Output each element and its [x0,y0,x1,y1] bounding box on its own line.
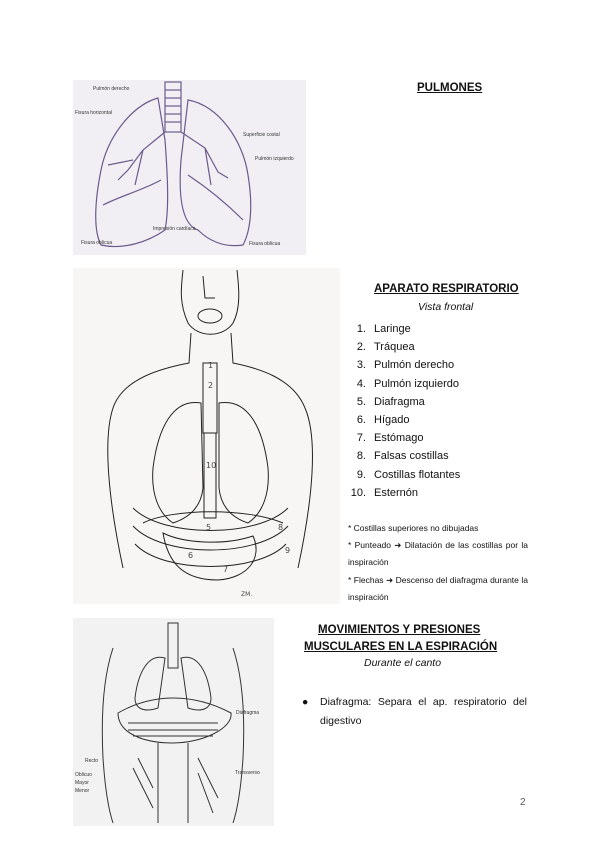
list-item: 5. Diafragma [356,395,425,408]
label-transverse: Transverso [235,770,260,776]
note-dotted-ribs: * Punteado ➜ Dilatación de las costillas por la inspiración [348,540,528,567]
expiration-muscles-figure [73,618,274,826]
fig-num-9: 9 [285,546,291,555]
respiratory-system-figure [73,268,340,604]
label-major: Mayor [75,780,89,786]
fig-num-10: 10 [206,461,217,470]
section-subtitle-durante-canto: Durante el canto [364,657,442,669]
fig-num-5: 5 [206,523,212,532]
label-costal-surface: Superficie costal [243,132,280,138]
label-left-lung: Pulmón izquierdo [255,156,294,162]
label-rectus: Recto [85,758,99,764]
label-horizontal-fissure: Fisura horizontal [75,110,112,116]
label-oblique-fissure-right: Fisura oblicua [249,241,281,247]
label-cardiac-impression: Impresión cardíaca [153,226,196,232]
section-subtitle-vista-frontal: Vista frontal [418,301,474,313]
list-item: 8. Falsas costillas [356,450,449,463]
bullet-text: Diafragma: Separa el ap. respiratorio del digestivo [320,696,527,727]
bullet-diaphragm [302,693,527,731]
lungs-figure [73,80,306,255]
list-item: 2. Tráquea [356,341,415,354]
fig-signature: ZM. [241,591,253,598]
list-item: 4. Pulmón izquierdo [356,377,459,390]
list-item: 7. Estómago [356,432,424,445]
list-item: 3. Pulmón derecho [356,359,455,372]
section-title-aparato-respiratorio: APARATO RESPIRATORIO [374,283,519,295]
list-item: 10. Esternón [350,486,419,499]
bullet-dot: ● [302,696,309,708]
fig-num-1: 1 [208,361,214,370]
label-oblique-fissure-left: Fisura oblicua [81,240,113,246]
list-item: 1. Laringe [356,323,411,335]
list-item: 9. Costillas flotantes [356,468,461,481]
respiratory-parts-list [348,320,460,502]
label-minor: Menor [75,788,90,794]
section-title-movimientos-line1: MOVIMIENTOS Y PRESIONES [318,624,481,636]
label-diaphragm: Diafragma [236,710,260,716]
note-upper-ribs: * Costillas superiores no dibujadas [348,523,479,533]
note-arrows-diaphragm: * Flechas ➜ Descenso del diafragma durante la inspiración [348,575,528,602]
expiration-muscles-illustration [73,618,274,826]
label-oblique: Oblicuo [75,772,92,778]
respiratory-system-illustration [73,268,340,604]
section-title-movimientos-line2: MUSCULARES EN LA ESPIRACIÓN [304,641,498,653]
fig-num-7: 7 [223,565,229,574]
section-title-pulmones: PULMONES [417,82,483,94]
page-number: 2 [520,797,526,808]
fig-num-8: 8 [278,523,284,532]
list-item: 6. Hígado [356,413,410,426]
fig-num-6: 6 [188,551,194,560]
fig-num-2: 2 [208,381,214,390]
label-right-lung: Pulmón derecho [93,86,130,92]
